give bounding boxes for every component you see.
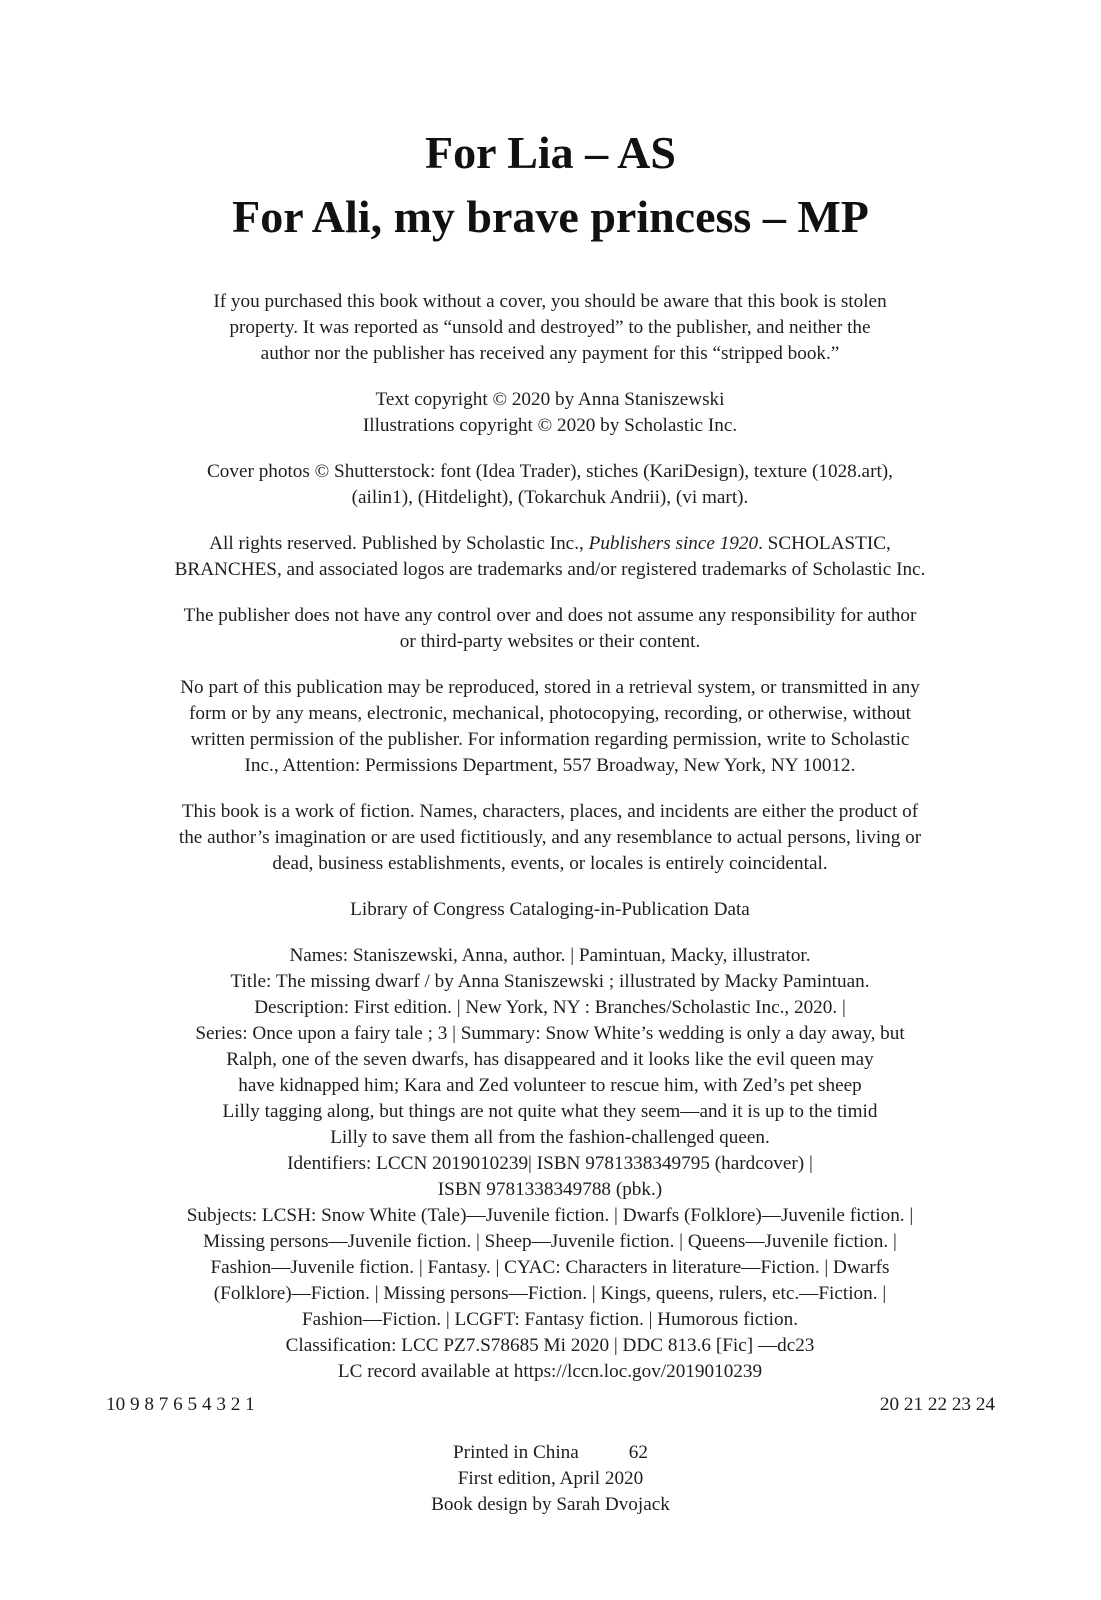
text-line: LC record available at https://lccn.loc.gov/2019010239 <box>337 1361 763 1382</box>
printing-year-numbers: 20 21 22 23 24 <box>879 1394 995 1415</box>
text-line: property. It was reported as “unsold and destroyed” to the publisher, and neither the <box>229 317 871 338</box>
text-fragment: All rights reserved. Published by Scholastic Inc., <box>209 533 589 554</box>
text-line: Fashion—Fiction. | LCGFT: Fantasy fiction. | Humorous fiction. <box>302 1309 798 1330</box>
text-line: Missing persons—Juvenile fiction. | Sheep—Juvenile fiction. | Queens—Juvenile fiction. | <box>203 1231 897 1252</box>
cover-photo-credits <box>100 459 1000 511</box>
text-line: (Folklore)—Fiction. | Missing persons—Fiction. | Kings, queens, rulers, etc.—Fiction. | <box>213 1283 887 1304</box>
text-line: This book is a work of fiction. Names, characters, places, and incidents are either the product of <box>181 801 919 822</box>
text-line: BRANCHES, and associated logos are trademarks and/or registered trademarks of Scholastic Inc. <box>174 559 926 580</box>
text-line: have kidnapped him; Kara and Zed volunteer to rescue him, with Zed’s pet sheep <box>238 1075 862 1096</box>
text-line: Library of Congress Cataloging-in-Publication Data <box>350 899 750 920</box>
dedication-line-2: For Ali, my brave princess – MP <box>232 191 869 242</box>
text-line: The publisher does not have any control over and does not assume any responsibility for author <box>183 605 917 626</box>
stripped-book-notice <box>100 289 1000 367</box>
text-line: If you purchased this book without a cover, you should be aware that this book is stolen <box>213 291 887 312</box>
colophon <box>0 1440 1101 1518</box>
text-line: Names: Staniszewski, Anna, author. | Pamintuan, Macky, illustrator. <box>289 945 811 966</box>
dedication-line-1: For Lia – AS <box>425 127 676 178</box>
printer-code: 62 <box>628 1442 648 1463</box>
text-line: author nor the publisher has received any payment for this “stripped book.” <box>260 343 840 364</box>
printed-in-line <box>0 1440 1101 1466</box>
text-line: or third-party websites or their content. <box>399 631 701 652</box>
cip-heading <box>100 897 1000 923</box>
cip-data <box>100 943 1000 1385</box>
reproduction-notice <box>100 675 1000 779</box>
edition-line: First edition, April 2020 <box>457 1468 644 1489</box>
text-line: Inc., Attention: Permissions Department, 557 Broadway, New York, NY 10012. <box>244 755 856 776</box>
printing-line <box>106 1394 995 1420</box>
text-line: written permission of the publisher. For information regarding permission, write to Scholastic <box>190 729 910 750</box>
text-line: Description: First edition. | New York, NY : Branches/Scholastic Inc., 2020. | <box>254 997 846 1018</box>
text-line <box>100 531 1000 557</box>
fiction-notice <box>100 799 1000 877</box>
text-line: Illustrations copyright © 2020 by Scholastic Inc. <box>362 415 738 436</box>
text-line: No part of this publication may be reproduced, stored in a retrieval system, or transmitted in any <box>180 677 920 698</box>
text-line: Text copyright © 2020 by Anna Staniszewski <box>375 389 725 410</box>
text-line: the author’s imagination or are used fictitiously, and any resemblance to actual persons, living or <box>178 827 922 848</box>
print-run-numbers: 10 9 8 7 6 5 4 3 2 1 <box>106 1394 255 1415</box>
printed-in: Printed in China <box>453 1442 579 1463</box>
text-fragment: . SCHOLASTIC, <box>758 533 891 554</box>
text-line: Cover photos © Shutterstock: font (Idea Trader), stiches (KariDesign), texture (1028.art), <box>207 461 893 482</box>
text-line: Ralph, one of the seven dwarfs, has disappeared and it looks like the evil queen may <box>226 1049 874 1070</box>
text-line: Fashion—Juvenile fiction. | Fantasy. | CYAC: Characters in literature—Fiction. | Dwarfs <box>210 1257 890 1278</box>
text-line: Identifiers: LCCN 2019010239| ISBN 9781338349795 (hardcover) | <box>287 1153 813 1174</box>
text-line: form or by any means, electronic, mechanical, photocopying, recording, or otherwise, without <box>189 703 911 724</box>
text-line: Series: Once upon a fairy tale ; 3 | Summary: Snow White’s wedding is only a day away, but <box>195 1023 905 1044</box>
text-line: Lilly tagging along, but things are not quite what they seem—and it is up to the timid <box>222 1101 878 1122</box>
text-line: Classification: LCC PZ7.S78685 Mi 2020 | DDC 813.6 [Fic] —dc23 <box>285 1335 815 1356</box>
book-design-credit: Book design by Sarah Dvojack <box>431 1494 670 1515</box>
text-line: Lilly to save them all from the fashion-challenged queen. <box>330 1127 770 1148</box>
copyright-notice <box>100 387 1000 439</box>
text-line: (ailin1), (Hitdelight), (Tokarchuk Andrii), (vi mart). <box>351 487 749 508</box>
copyright-legal-text <box>100 289 1000 1405</box>
publisher-responsibility <box>100 603 1000 655</box>
text-line: dead, business establishments, events, or locales is entirely coincidental. <box>272 853 828 874</box>
text-line: Title: The missing dwarf / by Anna Staniszewski ; illustrated by Macky Pamintuan. <box>230 971 870 992</box>
rights-reserved <box>100 531 1000 583</box>
publisher-motto: Publishers since 1920 <box>588 533 759 554</box>
text-line: Subjects: LCSH: Snow White (Tale)—Juvenile fiction. | Dwarfs (Folklore)—Juvenile fiction. | <box>186 1205 914 1226</box>
text-line: ISBN 9781338349788 (pbk.) <box>437 1179 663 1200</box>
